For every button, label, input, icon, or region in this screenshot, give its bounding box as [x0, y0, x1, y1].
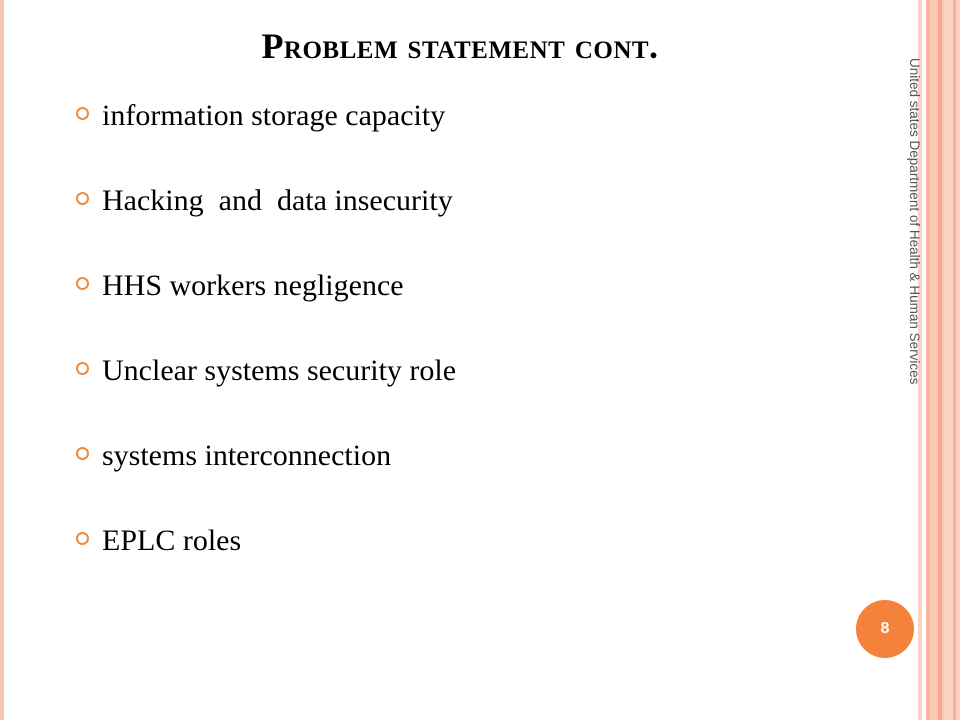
bullet-list [76, 96, 856, 606]
bullet-text: EPLC roles [102, 524, 242, 557]
decorative-stripe [938, 0, 942, 720]
bullet-item [76, 266, 856, 351]
bullet-text: HHS workers negligence [102, 269, 404, 302]
hollow-circle-bullet-icon [76, 192, 89, 205]
hollow-circle-bullet-icon [76, 447, 89, 460]
page-number-badge: 8 [856, 600, 914, 658]
bullet-item [76, 181, 856, 266]
bullet-text: systems interconnection [102, 439, 392, 472]
bullet-text: Unclear systems security role [102, 354, 457, 387]
bullet-item [76, 96, 856, 181]
decorative-stripe [953, 0, 956, 720]
left-border [0, 0, 4, 720]
hollow-circle-bullet-icon [76, 277, 89, 290]
bullet-item [76, 436, 856, 521]
hollow-circle-bullet-icon [76, 532, 89, 545]
bullet-text: information storage capacity [102, 99, 446, 132]
side-caption: United states Department of Health & Human Services [907, 58, 922, 385]
slide-title: Problem statement cont. [261, 26, 659, 66]
decorative-stripe [944, 0, 960, 720]
bullet-text: Hacking and data insecurity [102, 184, 453, 217]
bullet-item [76, 521, 856, 606]
hollow-circle-bullet-icon [76, 362, 89, 375]
hollow-circle-bullet-icon [76, 107, 89, 120]
bullet-item [76, 351, 856, 436]
